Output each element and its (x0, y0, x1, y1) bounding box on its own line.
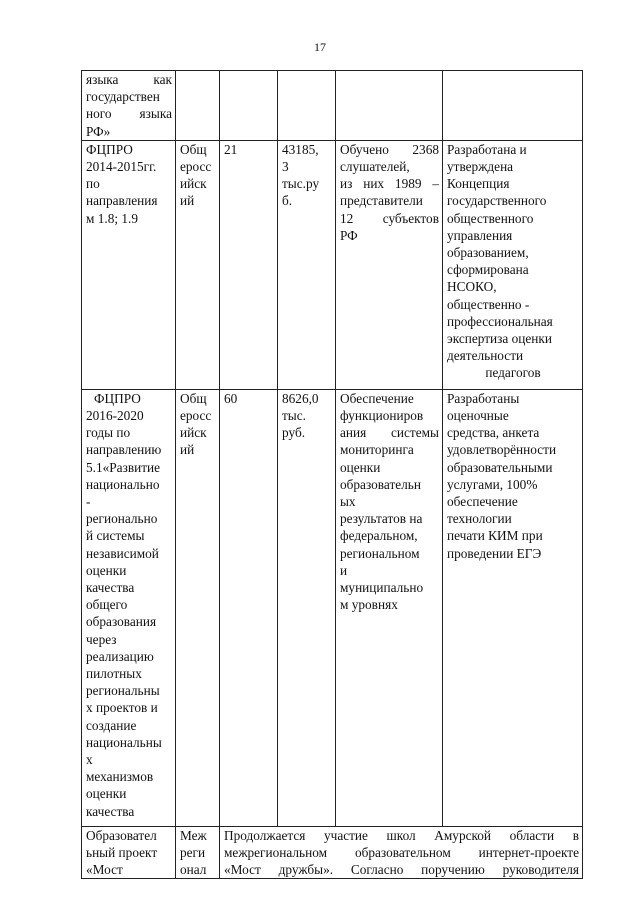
program-name-cell (82, 140, 176, 389)
program-name: языка как государствен ного языка РФ» (86, 72, 172, 139)
result-description: Разработаны оценочные средства, анкета удовлетворённости образовательными услугами, 100% обеспечение технологии печати КИМ при проведении ЕГЭ (447, 390, 557, 561)
activity-description: Обеспечение функциониров ания системы мониторинга оценки образовательн ых результатов на федеральном, региональном и муниципально м уровнях (340, 390, 439, 613)
activity-cell (336, 71, 443, 141)
activity-cell (336, 389, 443, 826)
program-name-cell (82, 389, 176, 826)
result-cell (443, 140, 583, 389)
level-cell (176, 389, 220, 826)
project-description: Продолжается участие школ Амурской области в межрегиональном образовательном интернет-проекте «Мост дружбы». Согласно поручению руководителя (224, 827, 579, 878)
funding-cell (278, 389, 336, 826)
participants-count: 60 (224, 390, 238, 406)
table-row (82, 140, 583, 389)
table-row (82, 389, 583, 826)
funding-cell (278, 71, 336, 141)
level-cell (176, 140, 220, 389)
participants-count: 21 (224, 141, 238, 157)
program-table (81, 70, 583, 879)
funding-amount: 43185, 3 тыс.ру б. (282, 141, 320, 209)
program-level: Меж реги онал (180, 827, 207, 878)
funding-amount: 8626,0 тыс. руб. (282, 390, 319, 441)
result-cell (443, 389, 583, 826)
program-level: Общ еросс ийск ий (180, 141, 212, 209)
page-number: 17 (314, 40, 326, 54)
level-cell (176, 71, 220, 141)
participants-cell (220, 140, 278, 389)
program-name: ФЦПРО 2016-2020 годы по направлению 5.1«Развитие национально - регионально й системы независимой оценки качества общего образования через реализацию пилотных региональны х проектов и создание национальны х механизмов оценки качества (86, 390, 162, 819)
activity-cell (336, 140, 443, 389)
program-level: Общ еросс ийск ий (180, 390, 212, 458)
merged-description-cell (220, 826, 583, 879)
participants-cell (220, 389, 278, 826)
activity-description: Обучено 2368 слушателей, из них 1989 – представители 12 субъектов РФ (340, 141, 439, 243)
level-cell (176, 826, 220, 879)
funding-cell (278, 140, 336, 389)
program-name-cell (82, 71, 176, 141)
table-row (82, 826, 583, 879)
table-row (82, 71, 583, 141)
program-name: Образовател ьный проект «Мост (86, 827, 158, 878)
program-name-cell (82, 826, 176, 879)
result-cell (443, 71, 583, 141)
participants-cell (220, 71, 278, 141)
result-description: Разработана и утверждена Концепция государственного общественного управления образованием, сформирована НСОКО, общественно - профессиональная экспертиза оценки деятельности педагогов (447, 141, 553, 381)
program-name: ФЦПРО 2014-2015гг. по направления м 1.8; 1.9 (86, 141, 158, 226)
